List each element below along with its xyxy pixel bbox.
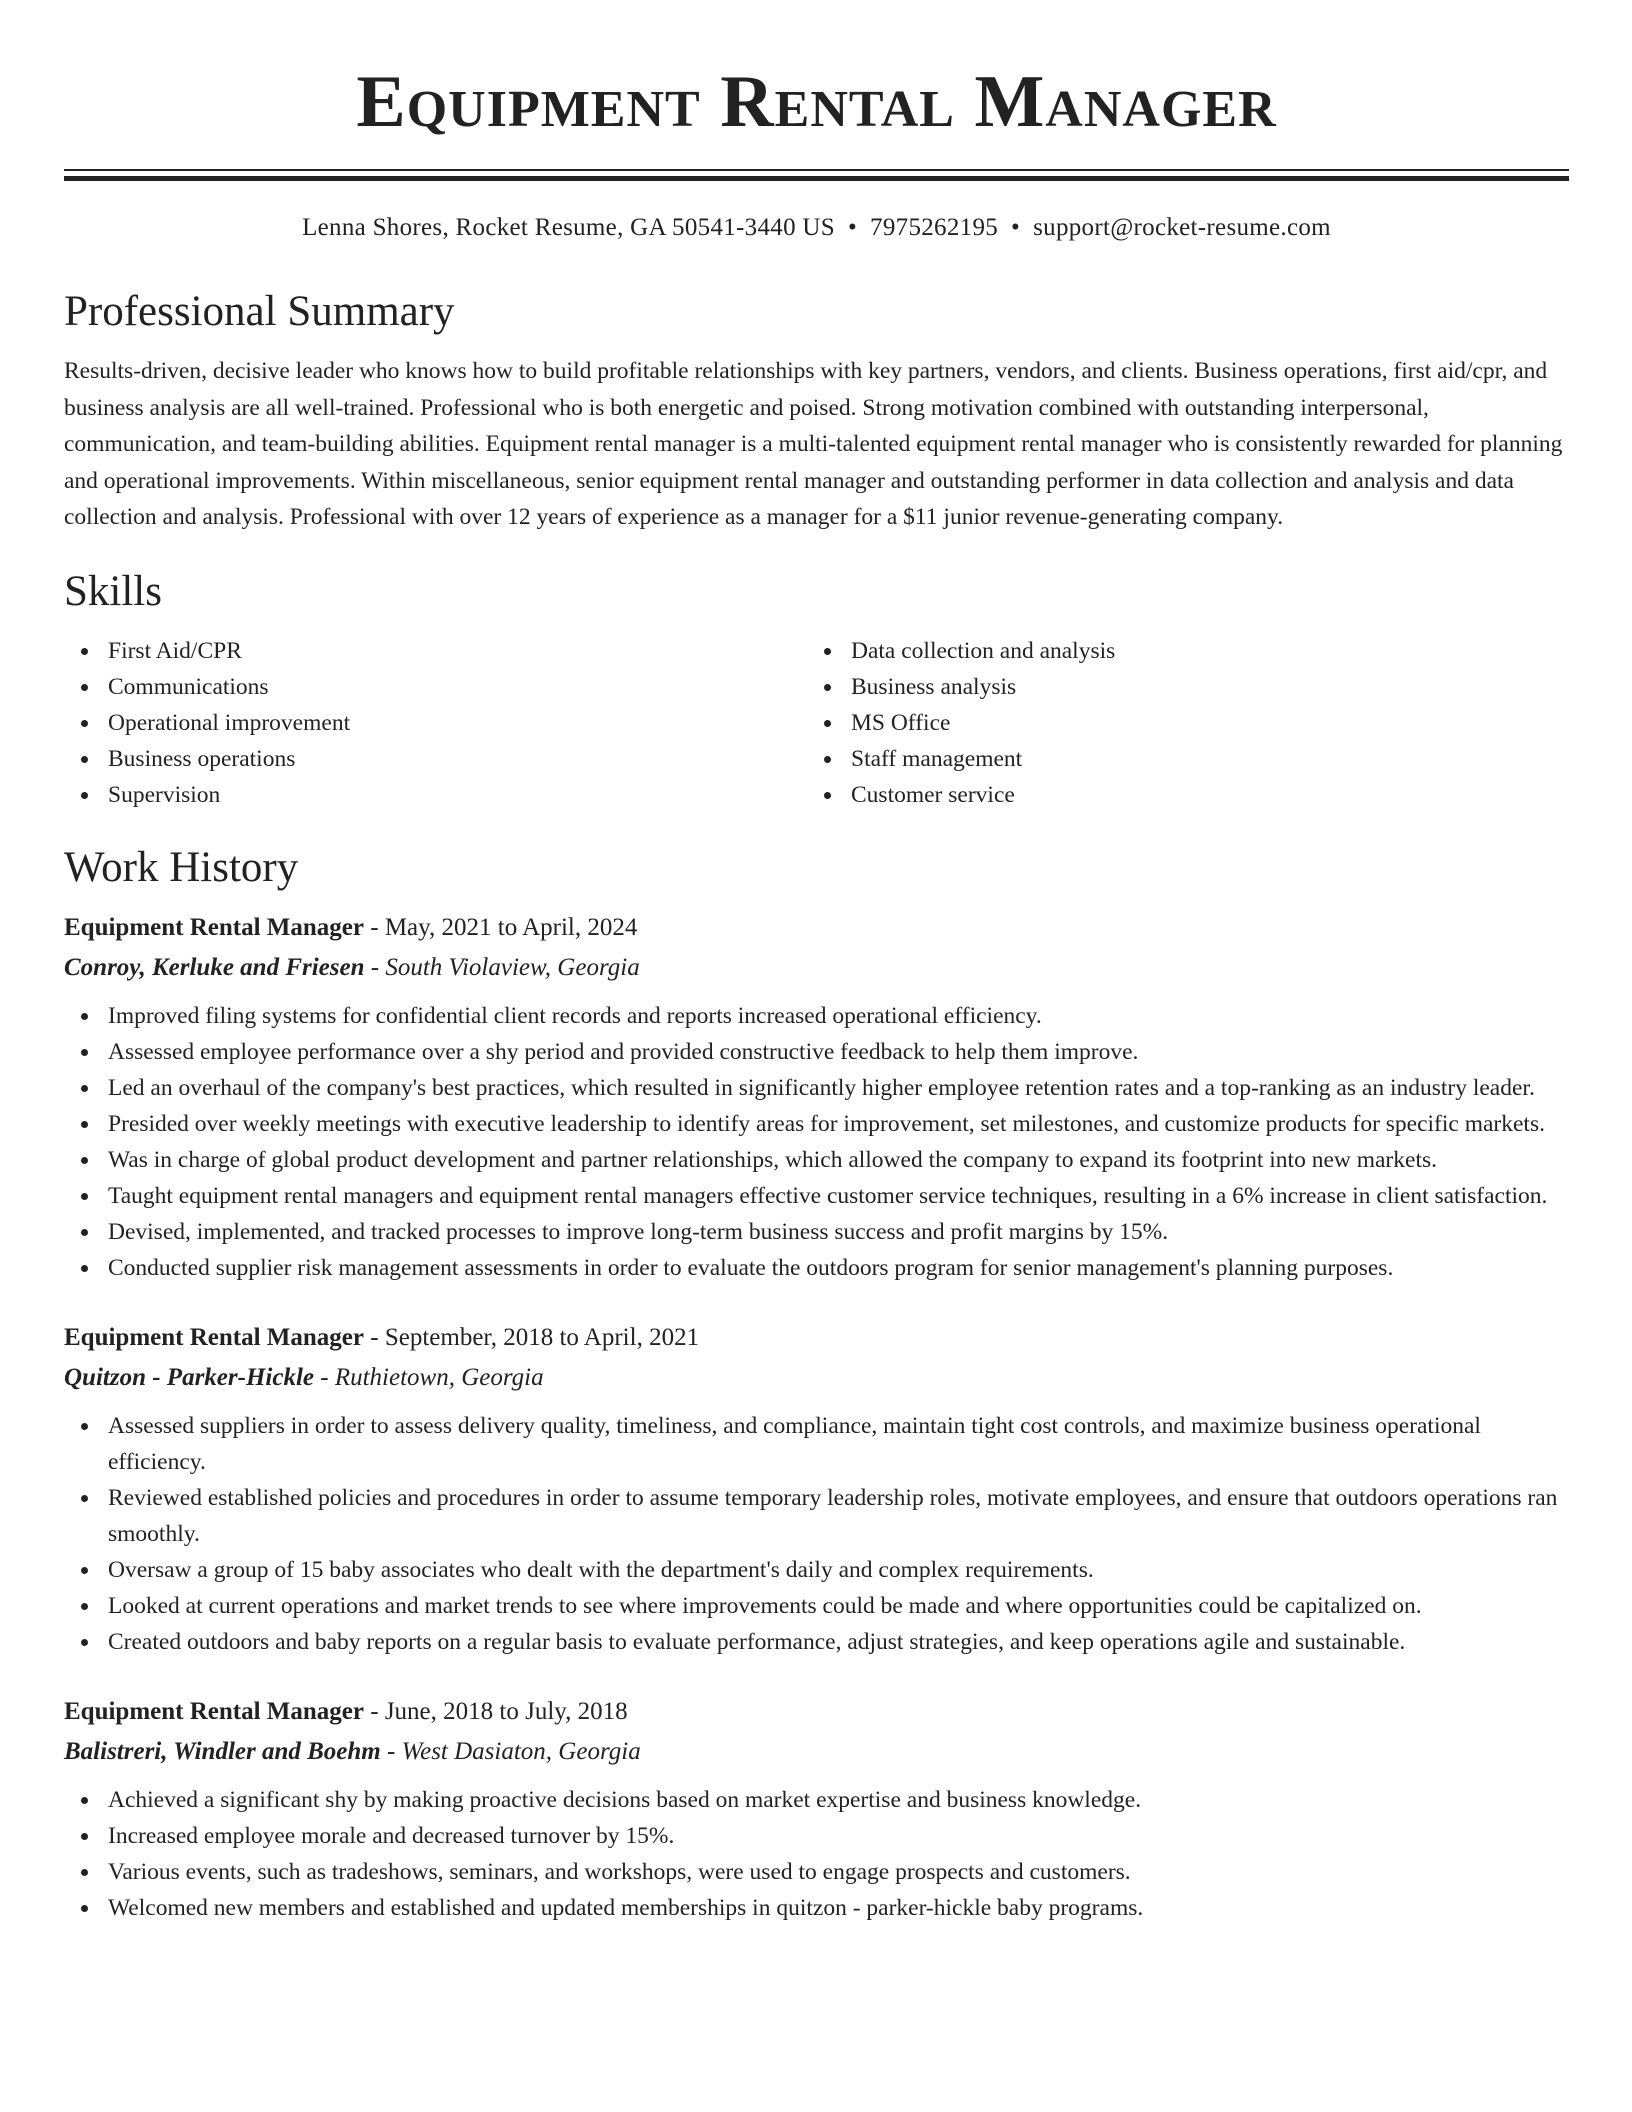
- skill-item: Supervision: [64, 777, 807, 813]
- skill-item: Data collection and analysis: [807, 633, 1550, 669]
- job-dash: -: [314, 1363, 335, 1391]
- job-header: [64, 1318, 1569, 1358]
- job-company: Balistreri, Windler and Boehm: [64, 1737, 381, 1765]
- job-dash: -: [364, 1697, 385, 1725]
- contact-separator: •: [1011, 214, 1021, 241]
- skill-item: Communications: [64, 669, 807, 705]
- job-dash: -: [364, 913, 385, 941]
- summary-text: Results-driven, decisive leader who knows how to build profitable relationships with key partners, vendors, and clients. Business operations, first aid/cpr, and business analysis are all well-trained. Professional who is both energetic and poised. Strong motivation combined with outstanding interpersonal, communication, and team-building abilities. Equipment rental manager is a multi-talented equipment rental manager who is consistently rewarded for planning and operational improvements. Within miscellaneous, senior equipment rental manager and outstanding performer in data collection and analysis and data collection and analysis. Professional with over 12 years of experience as a manager for a $11 junior revenue-generating company.: [64, 358, 1563, 530]
- skill-item: First Aid/CPR: [64, 633, 807, 669]
- duty-item: Conducted supplier risk management assessments in order to evaluate the outdoors program for senior management's planning purposes.: [64, 1250, 1569, 1286]
- job-dash: -: [380, 1737, 402, 1765]
- resume-page: [64, 0, 1569, 1926]
- duty-item: Welcomed new members and established and updated memberships in quitzon - parker-hickle baby programs.: [64, 1890, 1569, 1926]
- duty-item: Improved filing systems for confidential client records and reports increased operational efficiency.: [64, 998, 1569, 1034]
- duty-item: Presided over weekly meetings with executive leadership to identify areas for improvement, set milestones, and customize products for specific markets.: [64, 1106, 1569, 1142]
- skill-item: Customer service: [807, 777, 1550, 813]
- skill-item: MS Office: [807, 705, 1550, 741]
- duty-item: Led an overhaul of the company's best practices, which resulted in significantly higher employee retention rates and a top-ranking as an industry leader.: [64, 1070, 1569, 1106]
- job-location: Ruthietown, Georgia: [334, 1363, 544, 1391]
- job-duties: [64, 998, 1569, 1286]
- job-role: Equipment Rental Manager: [64, 913, 364, 941]
- contact-line: [64, 212, 1569, 244]
- duty-item: Reviewed established policies and procedures in order to assume temporary leadership roles, motivate employees, and ensure that outdoors operations ran smoothly.: [64, 1480, 1569, 1552]
- skill-item: Business analysis: [807, 669, 1550, 705]
- job-employer: [64, 1358, 1569, 1398]
- title-divider-thin: [64, 169, 1569, 171]
- skill-item: Business operations: [64, 741, 807, 777]
- job-dash: -: [364, 1323, 385, 1351]
- duty-item: Oversaw a group of 15 baby associates who dealt with the department's daily and complex requirements.: [64, 1552, 1569, 1588]
- summary-heading: Professional Summary: [64, 288, 455, 335]
- skill-item: Staff management: [807, 741, 1550, 777]
- job-company: Conroy, Kerluke and Friesen: [64, 953, 365, 981]
- duty-item: Taught equipment rental managers and equipment rental managers effective customer service techniques, resulting in a 6% increase in client satisfaction.: [64, 1178, 1569, 1214]
- job-entry: [64, 1692, 1569, 1926]
- job-dates: September, 2018 to April, 2021: [384, 1323, 700, 1351]
- job-company: Quitzon - Parker-Hickle: [64, 1363, 314, 1391]
- job-entry: [64, 908, 1569, 1286]
- skills-heading: Skills: [64, 567, 162, 615]
- duty-item: Assessed employee performance over a shy period and provided constructive feedback to help them improve.: [64, 1034, 1569, 1070]
- duty-item: Created outdoors and baby reports on a regular basis to evaluate performance, adjust strategies, and keep operations agile and sustainable.: [64, 1624, 1569, 1660]
- job-dash: -: [364, 953, 386, 981]
- duty-item: Various events, such as tradeshows, seminars, and workshops, were used to engage prospects and customers.: [64, 1854, 1569, 1890]
- job-duties: [64, 1408, 1569, 1660]
- job-dates: June, 2018 to July, 2018: [384, 1697, 628, 1725]
- job-entry: [64, 1318, 1569, 1660]
- job-location: West Dasiaton, Georgia: [401, 1737, 641, 1765]
- contact-email: support@rocket-resume.com: [1033, 214, 1331, 241]
- contact-address: Lenna Shores, Rocket Resume, GA 50541-3440 US: [302, 214, 835, 241]
- skill-item: Operational improvement: [64, 705, 807, 741]
- job-location: South Violaview, Georgia: [385, 953, 640, 981]
- contact-separator: •: [847, 214, 858, 241]
- duty-item: Assessed suppliers in order to assess delivery quality, timeliness, and compliance, maintain tight cost controls, and maximize business operational efficiency.: [64, 1408, 1569, 1480]
- job-header: [64, 908, 1569, 948]
- job-header: [64, 1692, 1569, 1732]
- job-role: Equipment Rental Manager: [64, 1697, 364, 1725]
- duty-item: Was in charge of global product development and partner relationships, which allowed the company to expand its footprint into new markets.: [64, 1142, 1569, 1178]
- job-duties: [64, 1782, 1569, 1926]
- job-employer: [64, 948, 1569, 988]
- skills-list: [64, 633, 1569, 813]
- skills-column-left: [64, 633, 807, 813]
- work-history-heading: Work History: [64, 843, 299, 891]
- job-role: Equipment Rental Manager: [64, 1323, 364, 1351]
- duty-item: Achieved a significant shy by making proactive decisions based on market expertise and business knowledge.: [64, 1782, 1569, 1818]
- duty-item: Devised, implemented, and tracked processes to improve long-term business success and profit margins by 15%.: [64, 1214, 1569, 1250]
- resume-title: Equipment Rental Manager: [356, 61, 1277, 143]
- title-divider-thick: [64, 176, 1569, 181]
- skills-column-right: [807, 633, 1550, 813]
- contact-phone: 7975262195: [870, 214, 999, 241]
- job-dates: May, 2021 to April, 2024: [384, 913, 638, 941]
- job-employer: [64, 1732, 1569, 1772]
- duty-item: Increased employee morale and decreased turnover by 15%.: [64, 1818, 1569, 1854]
- duty-item: Looked at current operations and market trends to see where improvements could be made and where opportunities could be capitalized on.: [64, 1588, 1569, 1624]
